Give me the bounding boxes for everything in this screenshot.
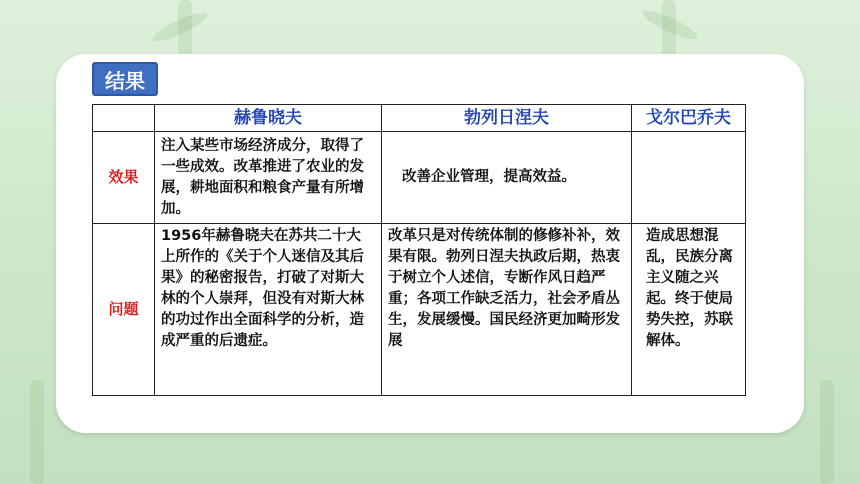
table-row <box>93 132 746 224</box>
column-header-gorbachev: 戈尔巴乔夫 <box>632 105 746 132</box>
table-cell: 造成思想混乱，民族分离主义随之兴起。终于使局势失控，苏联解体。 <box>632 224 746 396</box>
table-cell: 改革只是对传统体制的修修补补，效果有限。勃列日涅夫执政后期，热衷于树立个人述信，专断作风日趋严重；各项工作缺乏活力，社会矛盾丛生，发展缓慢。国民经济更加畸形发展 <box>382 224 632 396</box>
bamboo-stalk-decoration <box>30 380 44 484</box>
row-label-problem: 问题 <box>93 224 155 396</box>
column-header-khrushchev: 赫鲁晓夫 <box>155 105 382 132</box>
table-cell <box>632 132 746 224</box>
table-cell: 改善企业管理，提高效益。 <box>382 132 632 224</box>
section-tag: 结果 <box>92 62 158 96</box>
comparison-table <box>92 104 746 396</box>
table-row <box>93 224 746 396</box>
table-header-corner <box>93 105 155 132</box>
table-header-row <box>93 105 746 132</box>
table-cell: 注入某些市场经济成分，取得了一些成效。改革推进了农业的发展，耕地面积和粮食产量有所增加。 <box>155 132 382 224</box>
row-label-effect: 效果 <box>93 132 155 224</box>
table-cell: 1956年赫鲁晓夫在苏共二十大上所作的《关于个人迷信及其后果》的秘密报告，打破了对斯大林的个人崇拜，但没有对斯大林的功过作出全面科学的分析，造成严重的后遗症。 <box>155 224 382 396</box>
column-header-brezhnev: 勃列日涅夫 <box>382 105 632 132</box>
bamboo-stalk-decoration <box>820 380 834 484</box>
